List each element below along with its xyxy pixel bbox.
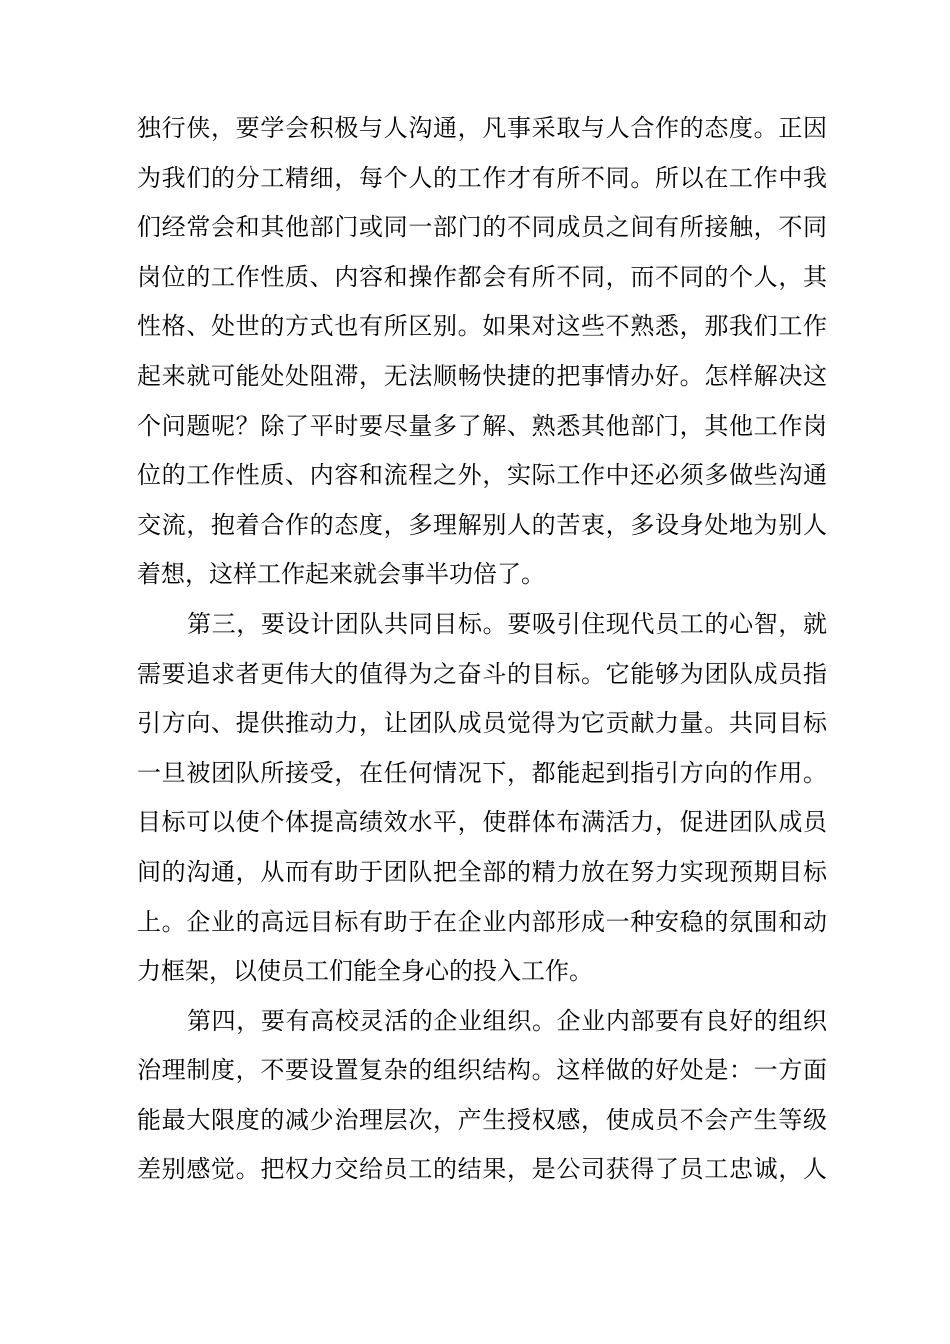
text-line: 起来就可能处处阻滞，无法顺畅快捷的把事情办好。怎样解决这 — [137, 361, 827, 390]
text-line: 们经常会和其他部门或同一部门的不同成员之间有所接触，不同 — [137, 213, 827, 242]
text-line: 性格、处世的方式也有所区别。如果对这些不熟悉，那我们工作 — [137, 312, 827, 341]
text-line: 间的沟通，从而有助于团队把全部的精力放在努力实现预期目标 — [137, 857, 827, 886]
text-line: 第三，要设计团队共同目标。要吸引住现代员工的心智，就 — [187, 609, 827, 638]
text-line: 交流，抱着合作的态度，多理解别人的苦衷，多设身处地为别人 — [137, 510, 827, 539]
text-line: 需要追求者更伟大的值得为之奋斗的目标。它能够为团队成员指 — [137, 659, 827, 688]
text-line: 着想，这样工作起来就会事半功倍了。 — [137, 560, 545, 589]
text-line: 一旦被团队所接受，在任何情况下，都能起到指引方向的作用。 — [137, 758, 827, 787]
text-line: 上。企业的高远目标有助于在企业内部形成一种安稳的氛围和动 — [137, 907, 827, 936]
text-line: 位的工作性质、内容和流程之外，实际工作中还必须多做些沟通 — [137, 461, 827, 490]
text-line: 目标可以使个体提高绩效水平，使群体布满活力，促进团队成员 — [137, 808, 827, 837]
text-line: 为我们的分工精细，每个人的工作才有所不同。所以在工作中我 — [137, 163, 827, 192]
document-body — [137, 104, 827, 1195]
text-line: 差别感觉。把权力交给员工的结果，是公司获得了员工忠诚，人 — [137, 1155, 827, 1184]
text-line: 独行侠，要学会积极与人沟通，凡事采取与人合作的态度。正因 — [137, 114, 827, 142]
text-line: 能最大限度的减少治理层次，产生授权感，使成员不会产生等级 — [137, 1105, 827, 1134]
text-line: 岗位的工作性质、内容和操作都会有所不同，而不同的个人，其 — [137, 262, 827, 291]
text-line: 治理制度，不要设置复杂的组织结构。这样做的好处是：一方面 — [137, 1056, 827, 1085]
text-line: 个问题呢？除了平时要尽量多了解、熟悉其他部门，其他工作岗 — [137, 411, 827, 440]
text-line: 引方向、提供推动力，让团队成员觉得为它贡献力量。共同目标 — [137, 709, 827, 738]
text-line: 力框架，以使员工们能全身心的投入工作。 — [137, 957, 593, 986]
text-line: 第四，要有高校灵活的企业组织。企业内部要有良好的组织 — [187, 1006, 827, 1035]
